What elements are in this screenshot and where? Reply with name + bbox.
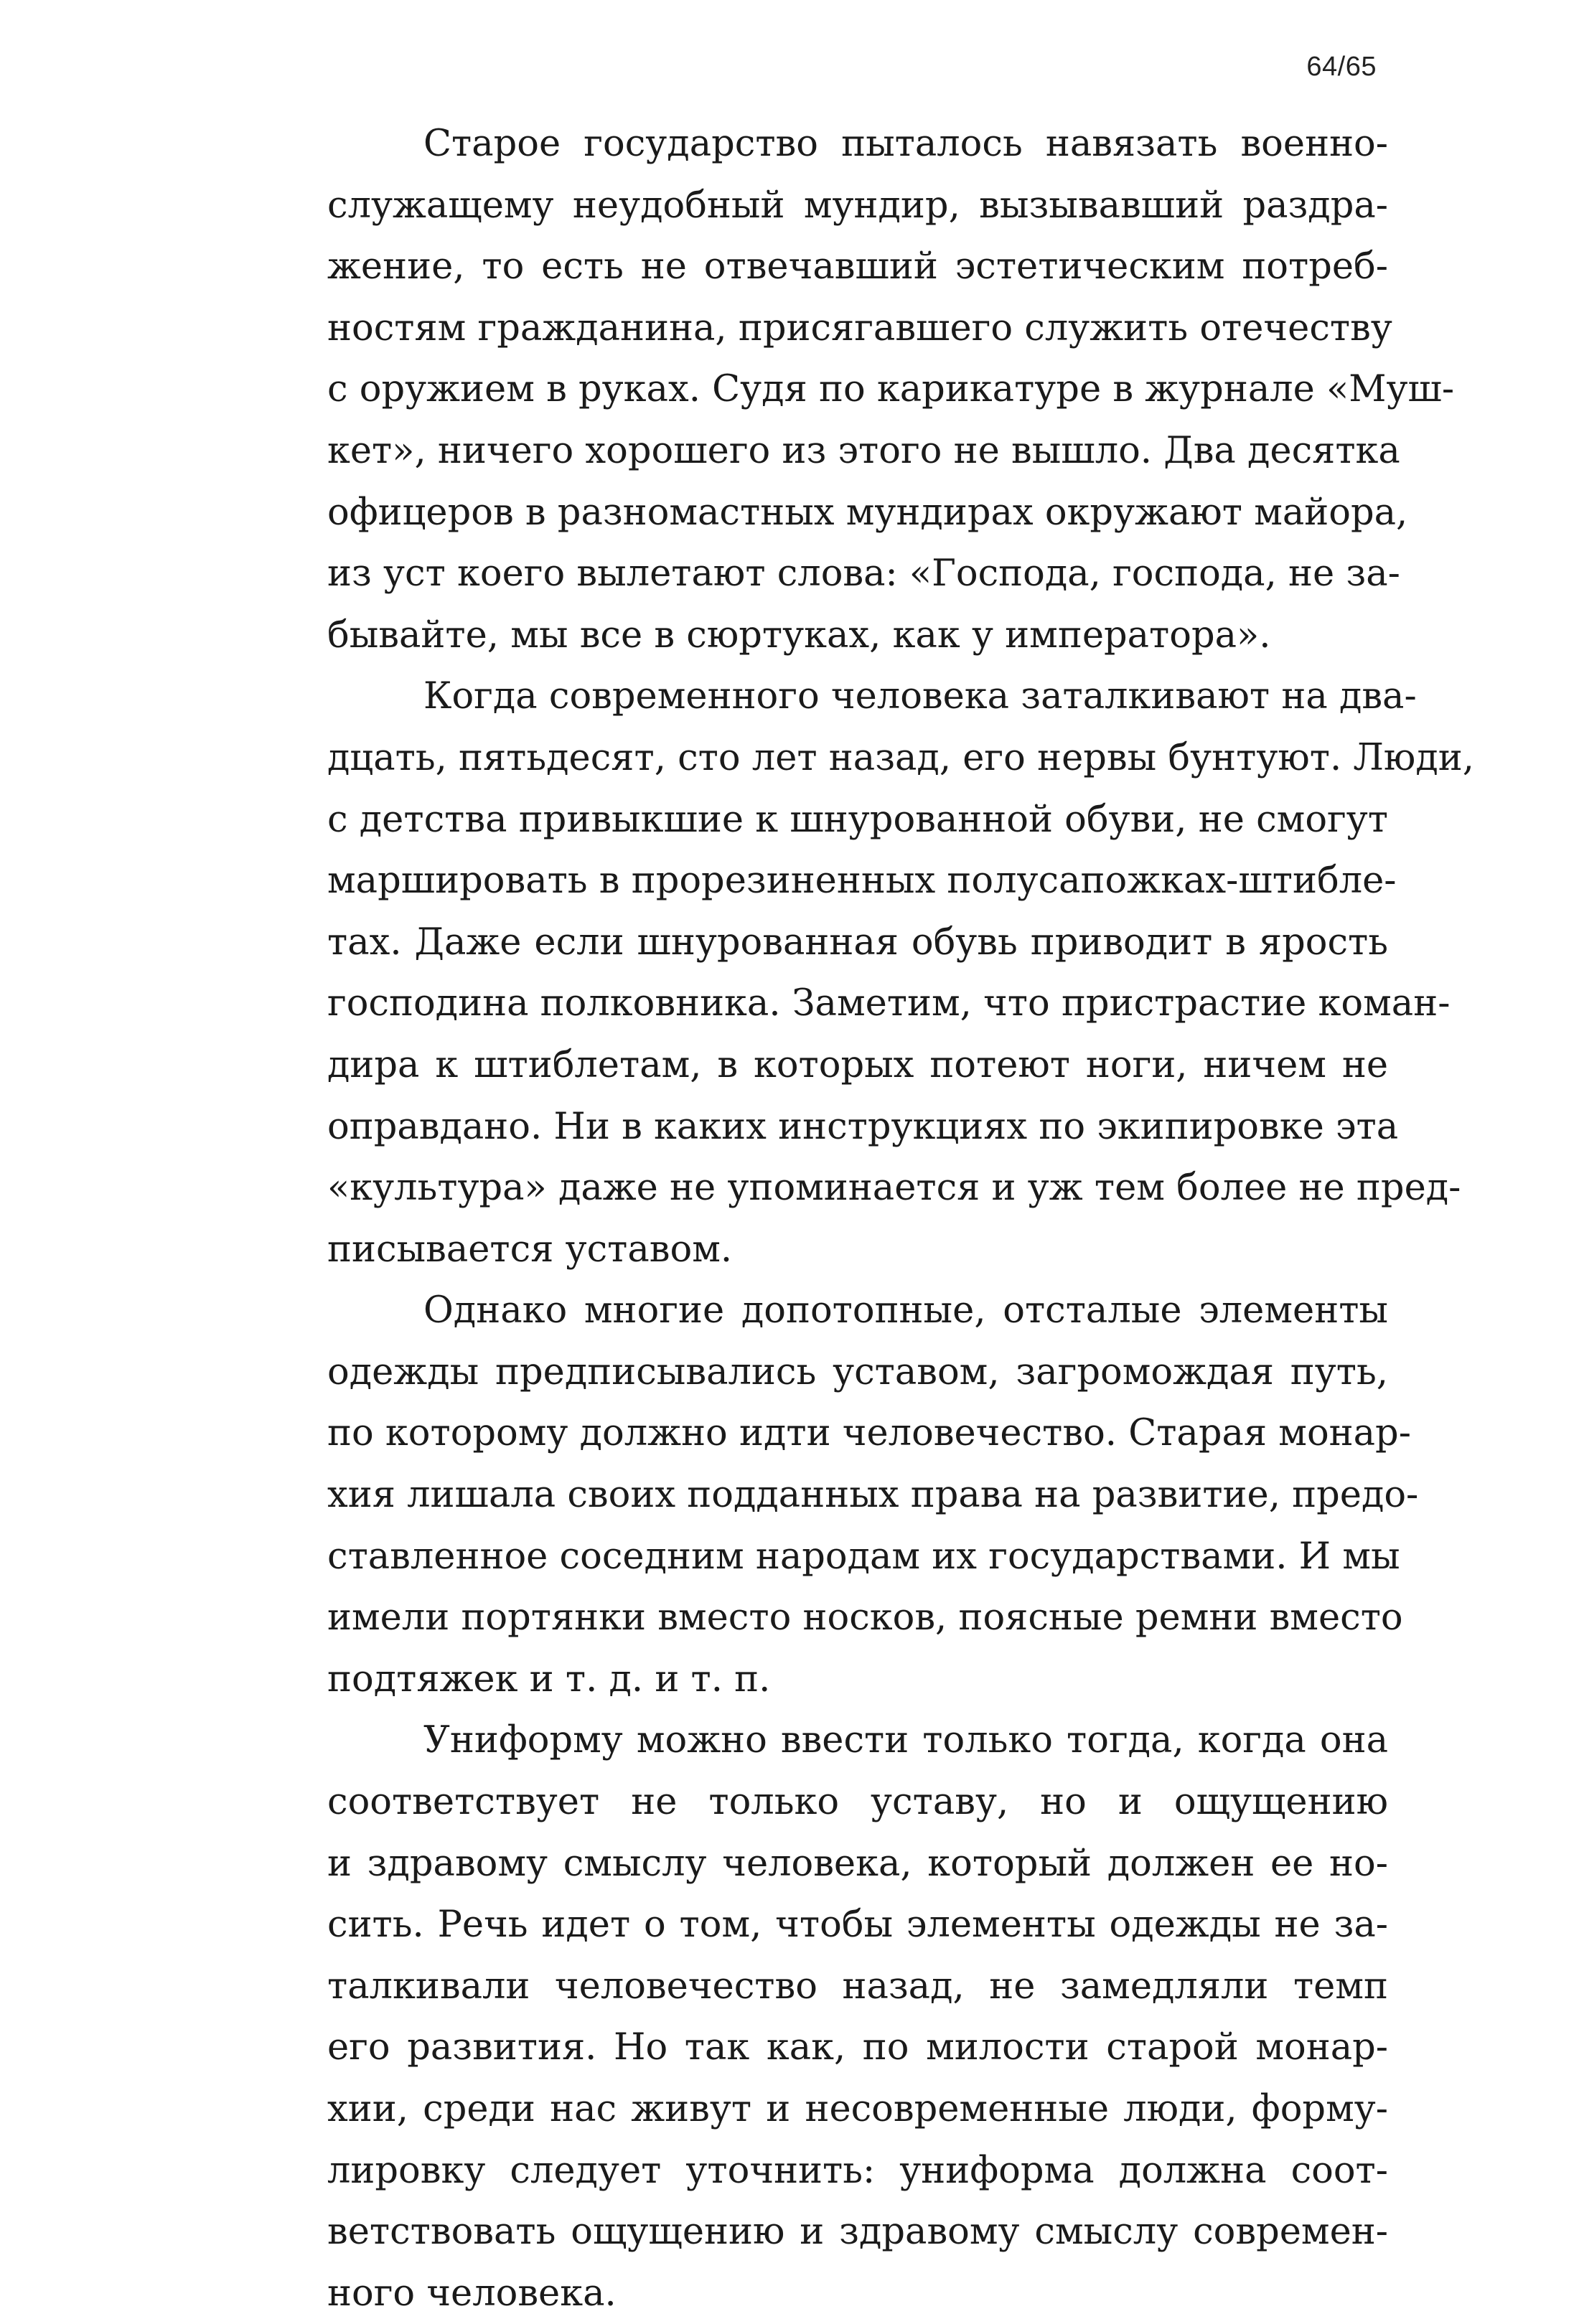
text-line: бывайте, мы все в сюртуках, как у императора». [327,613,1271,657]
text-line: одежды предписывались уставом, загромождая путь, [327,1350,1388,1393]
text-line: оправдано. Ни в каких инструкциях по экипировке эта [327,1105,1399,1148]
text-line: «культура» даже не упоминается и уж тем более не пред- [327,1167,1461,1210]
text-line: Униформу можно ввести только тогда, когда она [423,1719,1388,1762]
text-line: соответствует не только уставу, но и ощущению [327,1781,1388,1824]
text-line: ностям гражданина, присягавшего служить отечеству [327,306,1392,349]
text-line: хии, среди нас живут и несовременные люди, форму- [327,2088,1388,2130]
text-line: имели портянки вместо носков, поясные ремни вместо [327,1596,1403,1639]
text-line: служащему неудобный мундир, вызывавший раздра- [327,184,1388,227]
text-line: его развития. Но так как, по милости старой монар- [327,2026,1388,2069]
text-line: из уст коего вылетают слова: «Господа, господа, не за- [327,552,1400,596]
text-line: жение, то есть не отвечавший эстетическим потреб- [327,245,1388,288]
text-line: дцать, пятьдесят, сто лет назад, его нервы бунтуют. Люди, [327,736,1474,779]
text-line: тах. Даже если шнурованная обувь приводит в ярость [327,921,1388,964]
text-line: ного человека. [327,2272,617,2315]
text-line: по которому должно идти человечество. Старая монар- [327,1412,1411,1455]
text-line: господина полковника. Заметим, что пристрастие коман- [327,982,1451,1025]
text-line: и здравому смыслу человека, который должен ее но- [327,1842,1388,1885]
text-line: Однако многие допотопные, отсталые элементы [423,1289,1388,1332]
text-line: ставленное соседним народам их государствами. И мы [327,1535,1400,1578]
text-line: сить. Речь идет о том, чтобы элементы одежды не за- [327,1904,1388,1947]
text-line: талкивали человечество назад, не замедляли темп [327,1965,1388,2008]
text-line: писывается уставом. [327,1228,733,1271]
text-line: хия лишала своих подданных права на развитие, предо- [327,1474,1419,1517]
paragraph-4 [327,1710,1388,2324]
text-line: дира к штиблетам, в которых потеют ноги, ничем не [327,1043,1388,1086]
text-line: подтяжек и т. д. и т. п. [327,1657,771,1700]
text-line: с детства привыкшие к шнурованной обуви, не смогут [327,798,1388,841]
text-body [327,113,1474,2324]
text-line: с оружием в руках. Судя по карикатуре в журнале «Муш- [327,368,1455,411]
text-line: Старое государство пыталось навязать военно- [423,123,1388,165]
text-line: Когда современного человека заталкивают на два- [423,675,1417,718]
text-line: кет», ничего хорошего из этого не вышло. Два десятка [327,429,1400,472]
text-line: лировку следует уточнить: униформа должна соот- [327,2149,1388,2192]
paragraph-1 [327,113,1455,666]
paragraph-2 [327,666,1474,1280]
text-line: ветствовать ощущению и здравому смыслу современ- [327,2211,1388,2254]
page-counter: 64/65 [1306,52,1377,82]
paragraph-3 [327,1280,1419,1710]
text-line: маршировать в прорезиненных полусапожках-штибле- [327,860,1397,903]
text-line: офицеров в разномастных мундирах окружают майора, [327,491,1408,534]
